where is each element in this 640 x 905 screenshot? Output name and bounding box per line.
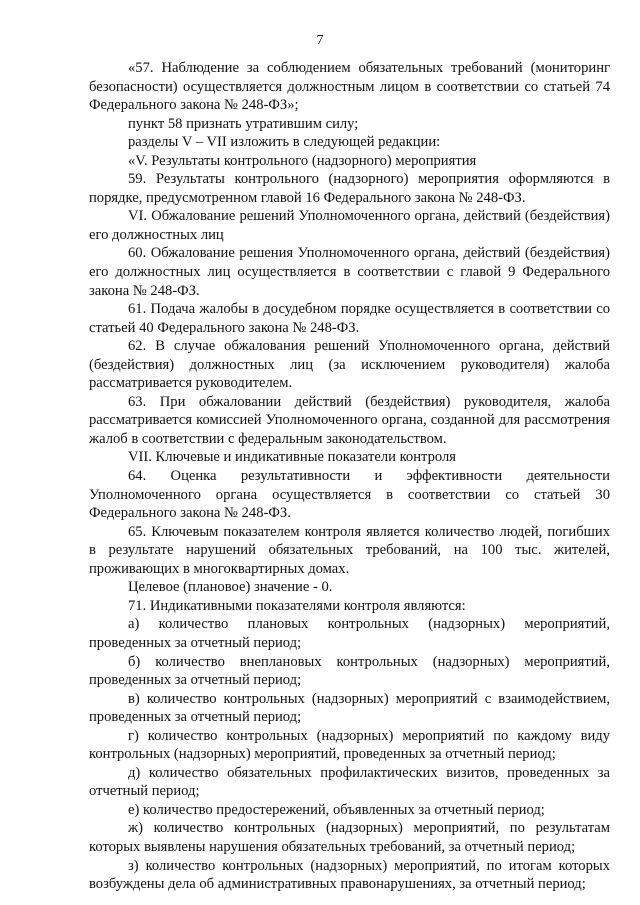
paragraph-63: 63. При обжаловании действий (бездействия) руководителя, жалоба рассматривается комиссией Уполномоченного органа, созданной для рассмотрения жалоб в соответствии с федеральным законодательством.	[89, 393, 610, 447]
list-item-e: е) количество предостережений, объявленных за отчетный период;	[128, 801, 545, 818]
paragraph-57: «57. Наблюдение за соблюдением обязательных требований (мониторинг безопасности) осуществляется должностным лицом в соответствии со статьей 74 Федерального закона № 248-ФЗ»;	[89, 60, 610, 114]
section-heading-vi: VI. Обжалование решений Уполномоченного органа, действий (бездействия) его должностных лиц	[89, 208, 610, 243]
section-heading-v: «V. Результаты контрольного (надзорного) мероприятия	[128, 152, 477, 169]
section-heading-vii: VII. Ключевые и индикативные показатели контроля	[128, 449, 456, 466]
list-item-b: б) количество внеплановых контрольных (надзорных) мероприятий, проведенных за отчетный период;	[89, 653, 610, 689]
paragraph-62: 62. В случае обжалования решений Уполномоченного органа, действий (бездействия) должностных лиц (за исключением руководителя) жалоба рассматривается руководителем.	[89, 338, 610, 392]
document-body	[89, 59, 610, 894]
list-item-d: д) количество обязательных профилактических визитов, проведенных за отчетный период;	[89, 764, 610, 800]
paragraph-60: 60. Обжалование решения Уполномоченного органа, действий (бездействия) его должностных лиц осуществляется в соответствии с главой 9 Федерального закона № 248-ФЗ.	[89, 245, 610, 299]
paragraph-target-value: Целевое (плановое) значение - 0.	[128, 579, 333, 596]
list-item-g: г) количество контрольных (надзорных) мероприятий по каждому виду контрольных (надзорных) мероприятий, проведенных за отчетный период;	[89, 727, 610, 763]
paragraph-58-repeal: пункт 58 признать утратившим силу;	[128, 115, 359, 132]
list-item-a: а) количество плановых контрольных (надзорных) мероприятий, проведенных за отчетный период;	[89, 616, 610, 651]
list-item-v: в) количество контрольных (надзорных) мероприятий с взаимодействием, проведенных за отчетный период;	[89, 690, 610, 726]
paragraph-61: 61. Подача жалобы в досудебном порядке осуществляется в соответствии со статьей 40 Федерального закона № 248-ФЗ.	[89, 301, 610, 336]
paragraph-65: 65. Ключевым показателем контроля является количество людей, погибших в результате нарушений обязательных требований, на 100 тыс. жителей, проживающих в многоквартирных домах.	[89, 523, 610, 577]
paragraph-71: 71. Индикативными показателями контроля являются:	[128, 597, 466, 614]
paragraph-sections-edit: разделы V – VII изложить в следующей редакции:	[128, 134, 441, 151]
list-item-zh: ж) количество контрольных (надзорных) мероприятий, по результатам которых выявлены нарушения обязательных требований, за отчетный период;	[89, 820, 610, 855]
paragraph-64: 64. Оценка результативности и эффективности деятельности Уполномоченного органа осуществляется в соответствии со статьей 30 Федерального закона № 248-ФЗ.	[89, 468, 610, 522]
paragraph-59: 59. Результаты контрольного (надзорного) мероприятия оформляются в порядке, предусмотренном главой 16 Федерального закона № 248-ФЗ.	[89, 171, 610, 206]
page-number: 7	[316, 33, 324, 48]
list-item-z: з) количество контрольных (надзорных) мероприятий, по итогам которых возбуждены дела об административных правонарушениях, за отчетный период;	[89, 857, 610, 893]
